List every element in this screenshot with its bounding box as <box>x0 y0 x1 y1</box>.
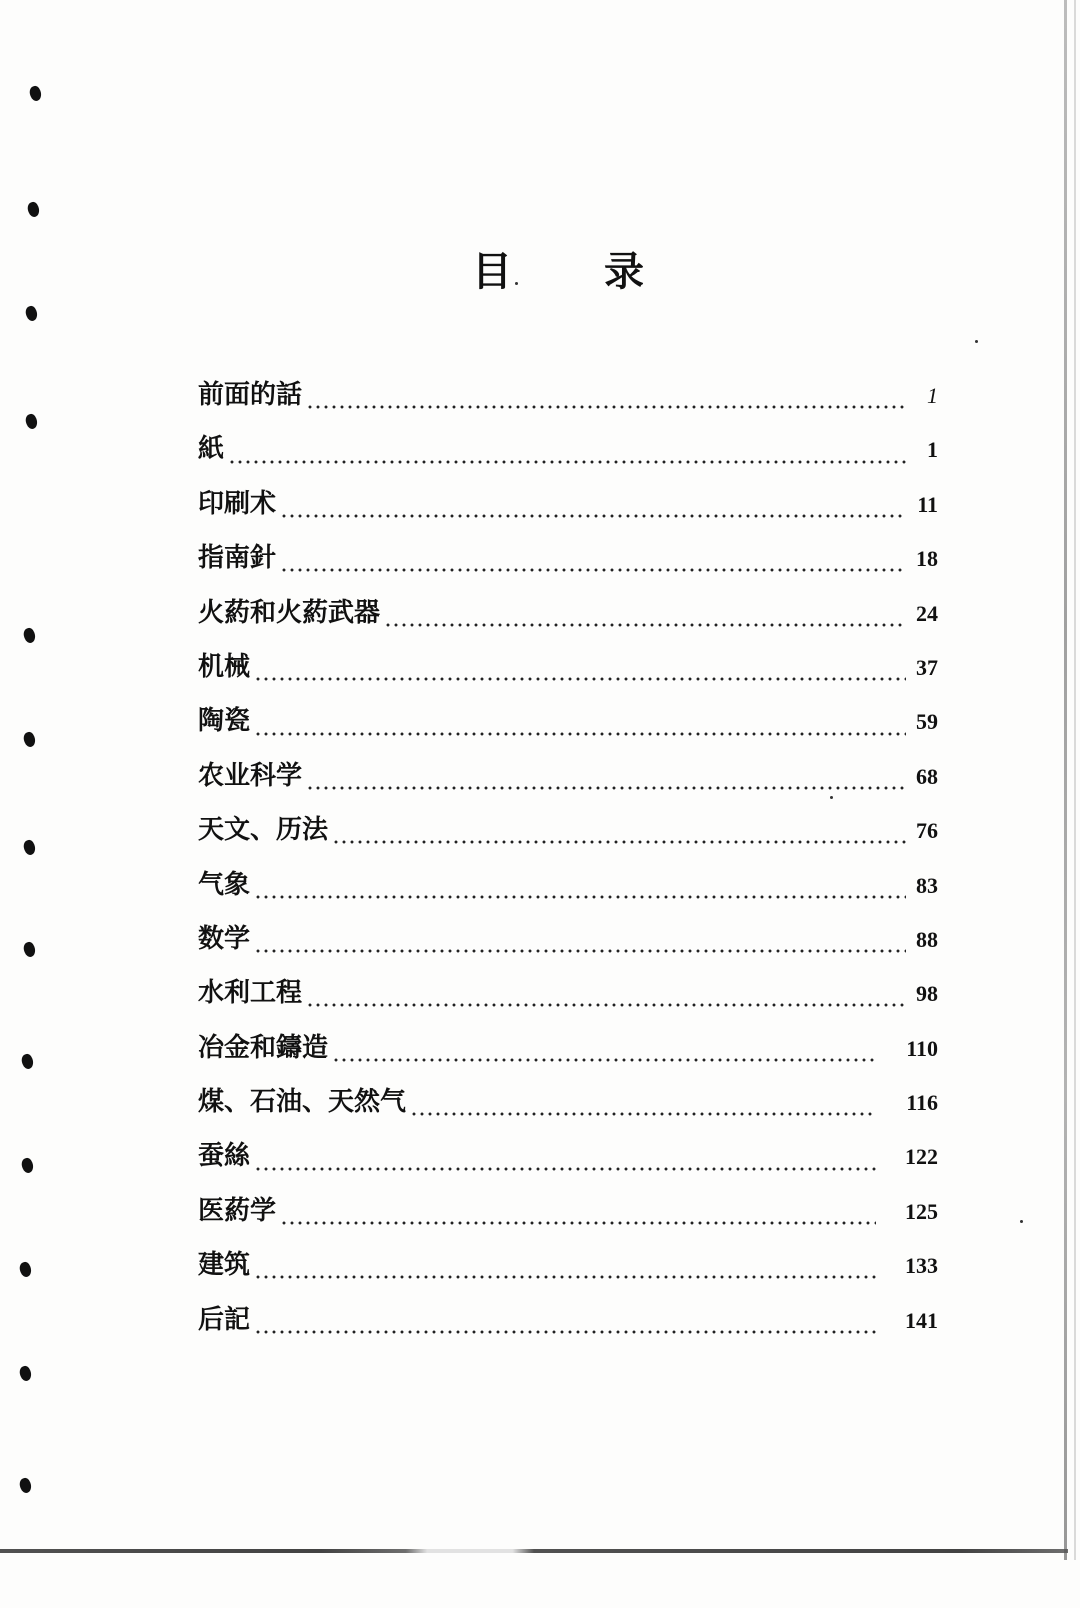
toc-entry-title: 冶金和鑄造 <box>198 1032 329 1063</box>
toc-entry-title: 指南針 <box>198 543 277 574</box>
toc-entry-title: 陶瓷 <box>198 706 251 737</box>
page-edge-right <box>1064 0 1067 1560</box>
toc-entry <box>198 646 938 700</box>
toc-entry-title: 数学 <box>198 923 251 954</box>
toc-entry-page: 122 <box>905 1144 938 1170</box>
toc-entry-page: 110 <box>906 1035 938 1061</box>
toc-entry-page: 11 <box>917 491 938 517</box>
binding-hole <box>24 305 39 323</box>
toc-entry <box>198 918 938 972</box>
dot-leader <box>306 405 906 409</box>
toc-entry <box>198 700 938 754</box>
page-title <box>0 240 1080 297</box>
binding-hole <box>28 85 43 103</box>
dot-leader <box>254 1330 876 1334</box>
toc-entry <box>198 864 938 918</box>
title-char-2: 录 <box>604 248 644 295</box>
toc-entry-page: 133 <box>905 1253 938 1279</box>
dot-leader <box>254 677 906 681</box>
toc-entry-title: 农业科学 <box>198 760 303 791</box>
toc-entry <box>198 1190 938 1244</box>
dot-leader <box>254 895 906 899</box>
toc-entry-title: 煤、石油、天然气 <box>198 1087 407 1118</box>
toc-entry-page: 59 <box>916 709 938 735</box>
toc-entry-page: 18 <box>916 546 938 572</box>
toc-entry-title: 蚕絲 <box>198 1141 251 1172</box>
toc-entry-title: 建筑 <box>198 1250 251 1281</box>
dot-leader <box>254 949 906 953</box>
toc-entry-title: 医葯学 <box>198 1195 277 1226</box>
toc-entry-page: 1 <box>927 437 938 463</box>
binding-hole <box>24 413 39 431</box>
toc-entry-title: 天文、历法 <box>198 815 329 846</box>
toc-entry-title: 水利工程 <box>198 978 303 1009</box>
dot-leader <box>306 786 906 790</box>
title-char-1: 目 <box>472 248 512 295</box>
toc-entry-page: 68 <box>916 763 938 789</box>
binding-hole <box>18 1365 33 1383</box>
toc-entry-page: 141 <box>905 1307 938 1333</box>
toc-entry-page: 1 <box>927 383 938 408</box>
binding-hole <box>20 1157 35 1175</box>
scan-speck <box>1020 1220 1023 1223</box>
dot-leader <box>280 568 906 572</box>
binding-hole <box>20 1053 35 1071</box>
toc-entry-page: 116 <box>906 1090 938 1116</box>
toc-entry <box>198 1244 938 1298</box>
dot-leader <box>280 514 906 518</box>
toc-entry <box>198 972 938 1026</box>
toc-entry <box>198 537 938 591</box>
toc-entry-title: 机械 <box>198 651 251 682</box>
toc-entry-title: 火葯和火葯武器 <box>198 597 381 628</box>
binding-hole <box>22 627 37 645</box>
table-of-contents <box>198 374 938 1353</box>
toc-entry <box>198 1027 938 1081</box>
binding-hole <box>22 731 37 749</box>
binding-hole <box>18 1261 33 1279</box>
dot-leader <box>410 1112 876 1116</box>
page-edge-bottom <box>0 1549 1068 1553</box>
toc-entry-title: 后記 <box>198 1304 251 1335</box>
toc-entry <box>198 1135 938 1189</box>
toc-entry <box>198 1299 938 1353</box>
toc-entry-title: 紙 <box>198 434 225 465</box>
dot-leader <box>306 1003 906 1007</box>
toc-entry <box>198 809 938 863</box>
toc-entry <box>198 374 938 428</box>
toc-entry <box>198 755 938 809</box>
dot-leader <box>254 1167 876 1171</box>
toc-entry-page: 37 <box>916 654 938 680</box>
toc-entry-page: 24 <box>916 600 938 626</box>
toc-entry-page: 76 <box>916 818 938 844</box>
binding-hole <box>18 1477 33 1495</box>
dot-leader <box>332 840 906 844</box>
dot-leader <box>228 460 906 464</box>
toc-entry <box>198 428 938 482</box>
toc-entry-page: 83 <box>916 872 938 898</box>
toc-entry <box>198 1081 938 1135</box>
scan-speck <box>975 340 978 343</box>
binding-hole <box>26 201 41 219</box>
dot-leader <box>280 1221 876 1225</box>
dot-leader <box>332 1058 876 1062</box>
toc-entry <box>198 483 938 537</box>
toc-entry-page: 88 <box>916 926 938 952</box>
toc-entry-title: 印刷术 <box>198 488 277 519</box>
binding-hole <box>22 941 37 959</box>
toc-entry-page: 98 <box>916 981 938 1007</box>
toc-entry-page: 125 <box>905 1198 938 1224</box>
toc-entry-title: 前面的話 <box>198 380 303 410</box>
binding-hole <box>22 839 37 857</box>
toc-entry <box>198 592 938 646</box>
toc-entry-title: 气象 <box>198 869 251 900</box>
page-edge-shadow <box>1074 0 1076 1560</box>
dot-leader <box>254 1275 876 1279</box>
dot-leader <box>384 623 906 627</box>
dot-leader <box>254 732 906 736</box>
